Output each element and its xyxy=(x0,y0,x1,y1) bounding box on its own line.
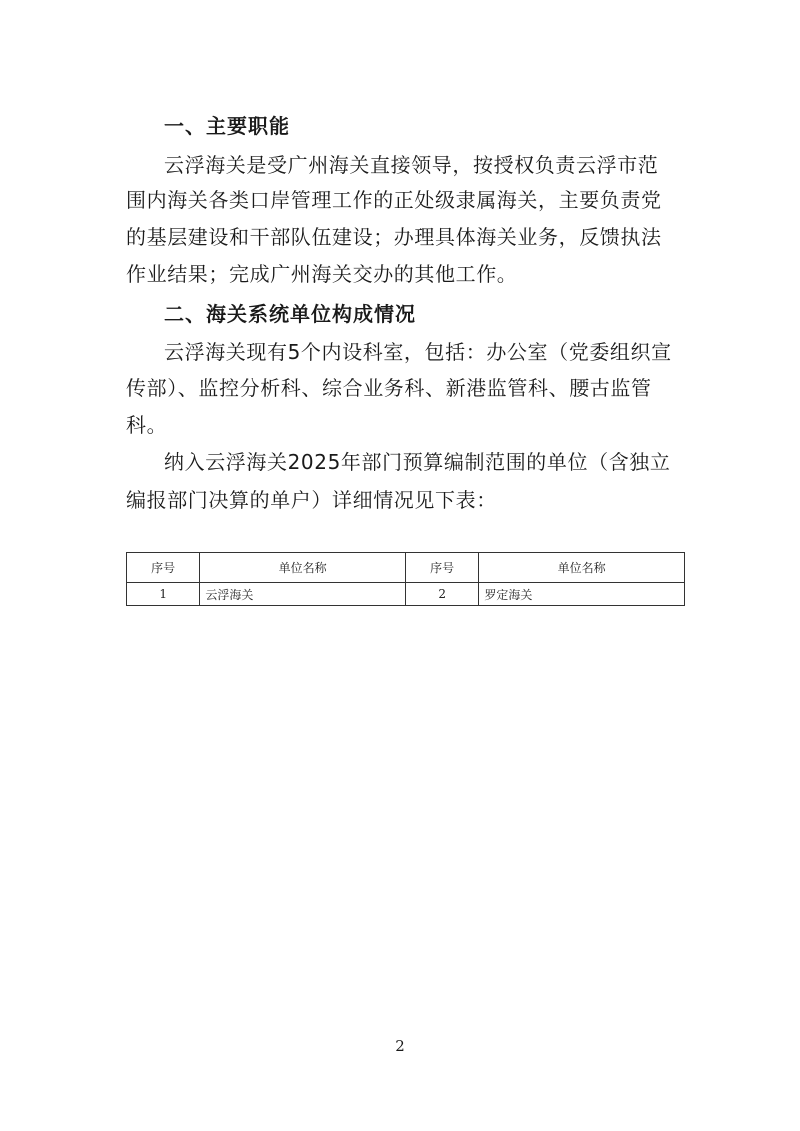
table-cell: 云浮海关 xyxy=(200,583,406,606)
section-heading-main-functions: 一、主要职能 xyxy=(164,114,290,138)
table-header-row xyxy=(127,553,685,583)
paragraph-line: 云浮海关是受广州海关直接领导，按授权负责云浮市范 xyxy=(164,153,659,177)
paragraph-line: 的基层建设和干部队伍建设；办理具体海关业务，反馈执法 xyxy=(126,225,662,249)
paragraph-line: 科。 xyxy=(126,413,168,437)
paragraph-line: 纳入云浮海关2025年部门预算编制范围的单位（含独立 xyxy=(164,450,671,474)
paragraph-line: 作业结果；完成广州海关交办的其他工作。 xyxy=(126,262,518,286)
table-header-cell: 序号 xyxy=(127,553,200,583)
paragraph-line: 围内海关各类口岸管理工作的正处级隶属海关，主要负责党 xyxy=(126,188,662,212)
paragraph-line: 编报部门决算的单户）详细情况见下表： xyxy=(126,488,497,512)
table-row xyxy=(127,583,685,606)
paragraph-line: 云浮海关现有5个内设科室，包括：办公室（党委组织宣 xyxy=(164,340,672,364)
table-cell: 2 xyxy=(405,583,478,606)
unit-table xyxy=(126,552,685,606)
page-number: 2 xyxy=(395,1037,405,1055)
table-header-cell: 单位名称 xyxy=(479,553,685,583)
table-cell: 1 xyxy=(127,583,200,606)
section-heading-unit-composition: 二、海关系统单位构成情况 xyxy=(164,302,416,326)
table-cell: 罗定海关 xyxy=(479,583,685,606)
table-header-cell: 序号 xyxy=(405,553,478,583)
table-header-cell: 单位名称 xyxy=(200,553,406,583)
paragraph-line: 传部）、监控分析科、综合业务科、新港监管科、腰古监管 xyxy=(126,376,652,400)
